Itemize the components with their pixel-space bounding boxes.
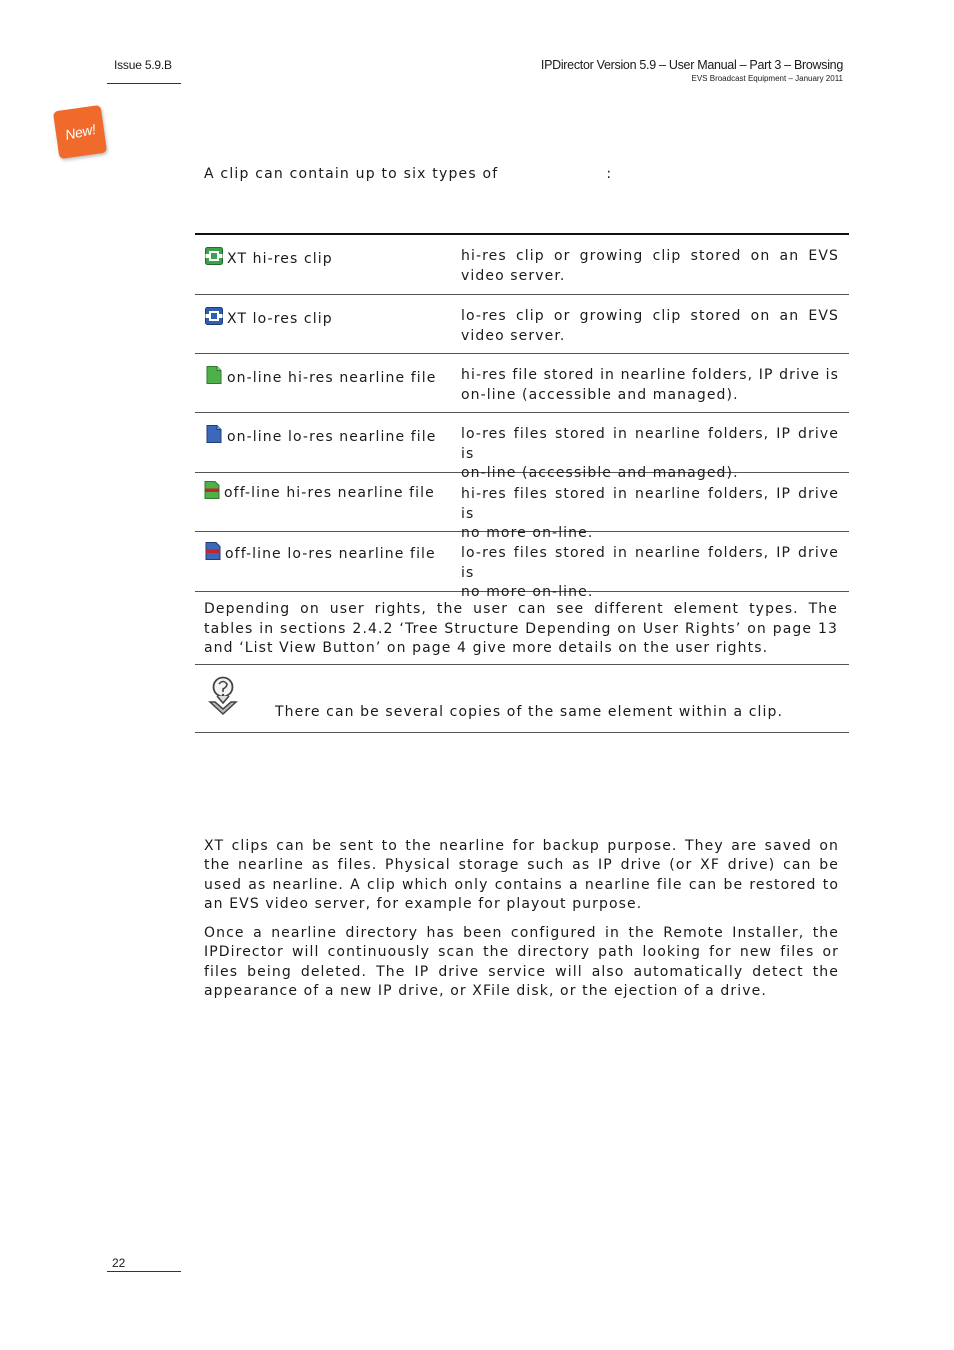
desc-line-2: video server. (461, 327, 566, 344)
table-row (195, 532, 849, 600)
type-label: on-line hi-res nearline file (227, 370, 437, 386)
table-row (195, 235, 849, 295)
desc-line-1: hi-res files stored in nearline folders, IP drive is (461, 486, 839, 522)
table-row (195, 295, 849, 354)
desc-line-1: lo-res clip or growing clip stored on an EVS (461, 308, 839, 324)
desc-line-1: lo-res files stored in nearline folders, IP drive is (461, 545, 839, 581)
table-row (195, 354, 849, 413)
desc-line-2: on-line (accessible and managed). (461, 465, 739, 481)
desc-line-2: no more on-line. (461, 525, 594, 541)
online-hires-file-icon (205, 366, 223, 384)
xt-hires-clip-icon (205, 247, 223, 265)
type-label: off-line lo-res nearline file (225, 546, 436, 562)
paragraph-nearline-backup: XT clips can be sent to the nearline for backup purpose. They are saved on the nearline as files. Physical storage such as IP drive (or XF drive) can be used as nearline. A clip which only contains a nearline file can be restored to an EVS video server, for example for playout purpose. (204, 838, 839, 912)
new-badge-label: New! (63, 120, 97, 144)
desc-line-2: on-line (accessible and managed). (461, 386, 739, 403)
desc-line-1: lo-res files stored in nearline folders, IP drive is (461, 426, 839, 462)
xt-lores-clip-icon (205, 307, 223, 325)
intro-after: : (606, 166, 613, 182)
desc-line-2: no more on-line. (461, 584, 594, 600)
type-label: XT lo-res clip (227, 311, 333, 327)
tip-text: There can be several copies of the same element within a clip. (275, 704, 784, 720)
type-label: XT hi-res clip (227, 251, 333, 267)
new-badge (53, 105, 107, 159)
offline-lores-file-icon (205, 542, 221, 560)
tip-box (195, 665, 849, 733)
type-label: off-line hi-res nearline file (224, 485, 435, 501)
page-number: 22 (112, 1256, 126, 1270)
tip-icon (207, 675, 239, 717)
header-subtitle: EVS Broadcast Equipment – January 2011 (691, 74, 843, 83)
footer-rule-left (107, 1271, 181, 1272)
desc-line-1: hi-res file stored in nearline folders, IP drive is (461, 367, 839, 383)
offline-hires-file-icon (204, 481, 220, 499)
intro-before: A clip can contain up to six types of (204, 166, 499, 182)
table-row (195, 413, 849, 481)
type-label: on-line lo-res nearline file (227, 429, 437, 445)
note-text: Depending on user rights, the user can see different element types. The tables in sections 2.4.2 ‘Tree Structure Depending on User Rights’ on page 13 and ‘List View Button’ on page 4 give more details on the user rights. (204, 601, 838, 656)
paragraph-nearline-scan: Once a nearline directory has been configured in the Remote Installer, the IPDirector will continuously scan the directory path looking for new files or files being deleted. The IP drive service will also automatically detect the appearance of a new IP drive, or XFile disk, or the ejection of a drive. (204, 925, 839, 999)
header-title: IPDirector Version 5.9 – User Manual – Part 3 – Browsing (540, 58, 843, 72)
desc-line-2: video server. (461, 267, 566, 284)
desc-line-1: hi-res clip or growing clip stored on an EVS (461, 248, 839, 264)
header-rule-left (107, 83, 181, 84)
online-lores-file-icon (205, 425, 223, 443)
user-rights-note (195, 592, 849, 665)
element-types-table (195, 233, 849, 733)
intro-text (204, 166, 612, 182)
table-row (195, 473, 849, 541)
issue-label: Issue 5.9.B (114, 58, 172, 72)
